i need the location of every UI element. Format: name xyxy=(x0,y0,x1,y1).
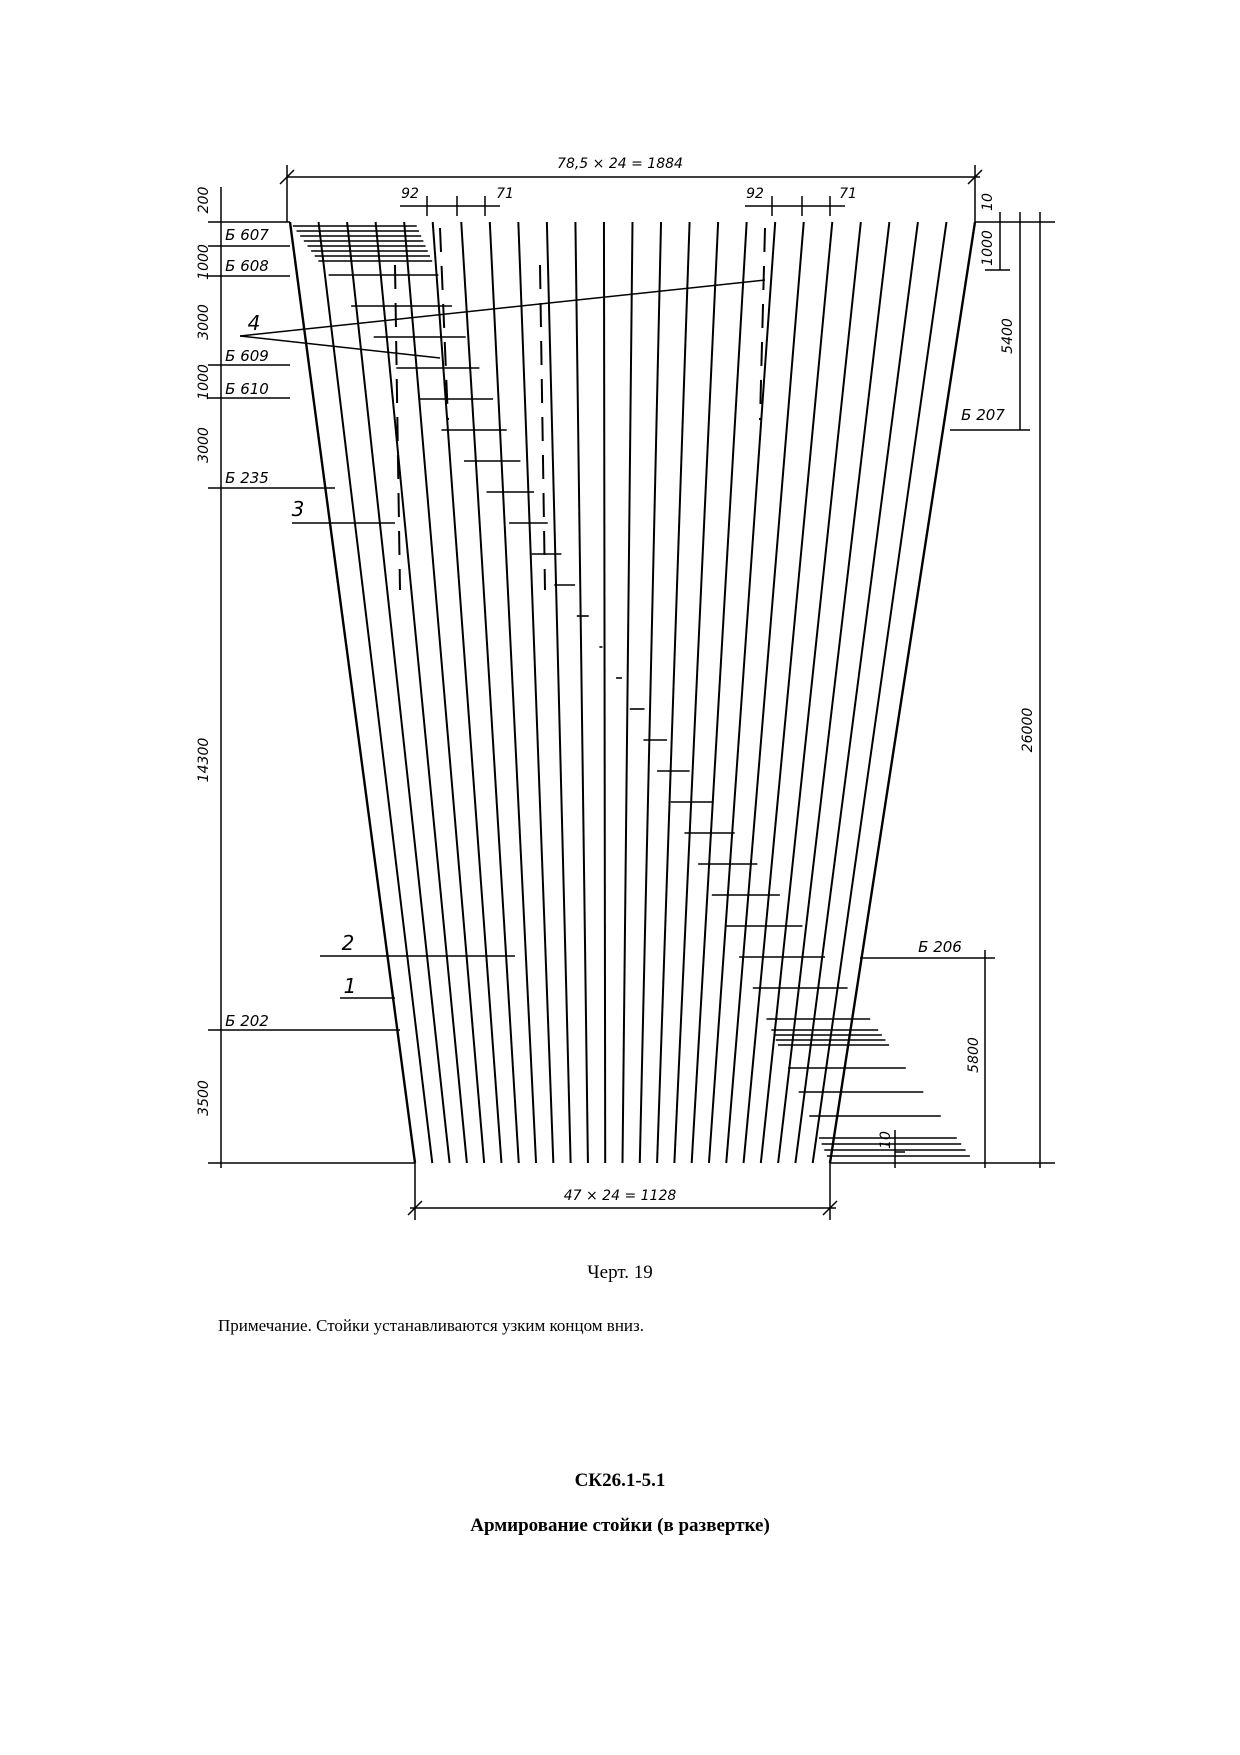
longitudinal-bar xyxy=(795,222,918,1163)
longitudinal-bar xyxy=(761,222,861,1163)
bar-mark-left: Б 609 xyxy=(225,347,269,365)
top-dimension-label: 78,5 × 24 = 1884 xyxy=(557,156,683,172)
bar-mark-left: Б 607 xyxy=(225,226,269,244)
bar-mark-left: Б 608 xyxy=(225,257,269,275)
longitudinal-bar xyxy=(575,222,588,1163)
longitudinal-bar xyxy=(604,222,605,1163)
product-code: СК26.1-5.1 xyxy=(574,1470,666,1491)
longitudinal-bar xyxy=(674,222,718,1163)
left-dimension-label: 200 xyxy=(196,186,212,214)
left-dimension-label: 14300 xyxy=(196,737,212,783)
right-dimension-label: 5800 xyxy=(966,1037,982,1073)
longitudinal-bar xyxy=(347,222,450,1163)
longitudinal-bar xyxy=(518,222,553,1163)
left-dimension-label: 1000 xyxy=(196,244,212,280)
spacing-label: 92 xyxy=(746,186,764,202)
additional-bar xyxy=(540,265,545,590)
left-dimension-label: 1000 xyxy=(196,364,212,400)
longitudinal-bar xyxy=(547,222,571,1163)
reinforcement-grid xyxy=(290,222,975,1163)
bar-mark-left: Б 610 xyxy=(225,380,269,398)
left-dimension-label: 3000 xyxy=(196,427,212,463)
right-dimension-label: 5400 xyxy=(1000,318,1016,354)
bar-mark-left: Б 202 xyxy=(225,1012,269,1030)
spacing-label: 71 xyxy=(496,186,514,202)
drawing-labels xyxy=(196,156,1036,1204)
bar-mark-left: Б 235 xyxy=(225,469,269,487)
callout-number: 3 xyxy=(291,497,305,521)
longitudinal-bar xyxy=(623,222,633,1163)
left-dimension-label: 3000 xyxy=(196,304,212,340)
spacing-label: 92 xyxy=(401,186,419,202)
note-text: Примечание. Стойки устанавливаются узким концом вниз. xyxy=(218,1316,644,1335)
left-dimension-label: 3500 xyxy=(196,1080,212,1116)
longitudinal-bar xyxy=(461,222,519,1163)
longitudinal-bar xyxy=(830,222,975,1163)
callout-number: 4 xyxy=(247,311,261,335)
section-title: Армирование стойки (в развертке) xyxy=(470,1515,770,1536)
longitudinal-bar xyxy=(640,222,661,1163)
right-dimension-label: 26000 xyxy=(1020,707,1036,753)
right-dimension-label: 1000 xyxy=(980,230,996,266)
bar-mark-right: Б 207 xyxy=(961,406,1005,424)
callout-number: 1 xyxy=(343,974,357,998)
right-dimension-label: 10 xyxy=(980,193,996,211)
bottom-dimension-label: 47 × 24 = 1128 xyxy=(563,1188,677,1204)
longitudinal-bar xyxy=(744,222,833,1163)
bar-mark-right: Б 206 xyxy=(918,938,962,956)
longitudinal-bar xyxy=(490,222,536,1163)
additional-bar xyxy=(440,228,448,420)
right-dimension-label: 10 xyxy=(878,1131,894,1149)
callout-number: 2 xyxy=(341,931,355,955)
spacing-label: 71 xyxy=(839,186,857,202)
longitudinal-bar xyxy=(657,222,690,1163)
longitudinal-bar xyxy=(376,222,467,1163)
figure-caption: Черт. 19 xyxy=(587,1262,653,1283)
longitudinal-bar xyxy=(433,222,502,1163)
